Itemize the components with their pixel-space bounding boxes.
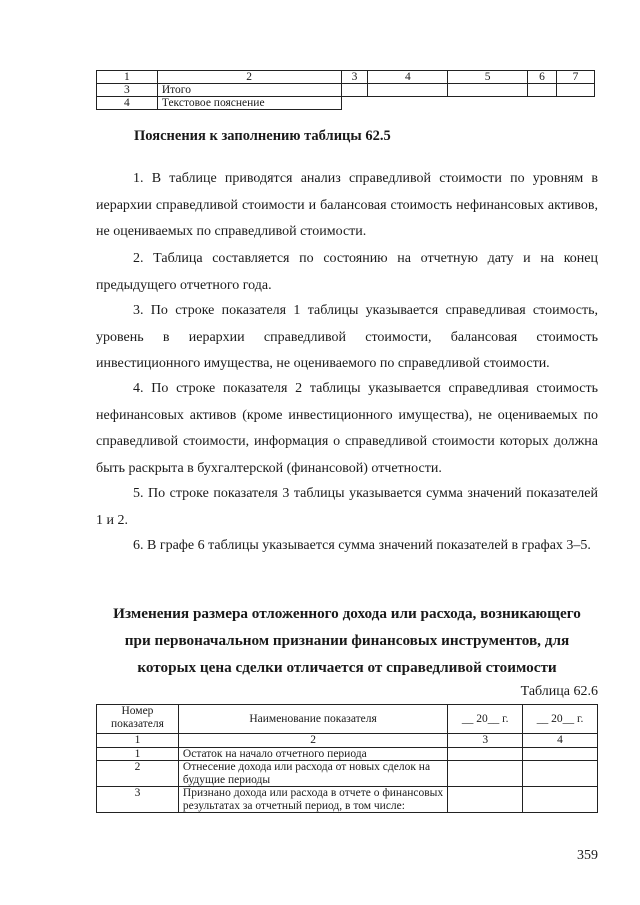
- row-number: 2: [97, 761, 179, 787]
- header-cell: 6: [528, 71, 557, 84]
- section-heading: Пояснения к заполнению таблицы 62.5: [134, 128, 391, 144]
- column-number: 3: [448, 734, 523, 748]
- table-title-line-2: при первоначальном признании финансовых инструментов, для: [124, 632, 570, 649]
- table-title-line-3: которых цена сделки отличается от справедливой стоимости: [137, 659, 557, 676]
- column-number: 4: [523, 734, 598, 748]
- table-62-5-continuation: [96, 70, 595, 110]
- table-header-row: [97, 71, 595, 84]
- header-cell: 2: [157, 71, 341, 84]
- table-row: [97, 787, 598, 813]
- header-cell: 4: [368, 71, 448, 84]
- row-number: 4: [97, 97, 158, 110]
- row-number: 3: [97, 787, 179, 813]
- table-row: [97, 747, 598, 761]
- header-year-1: __ 20__ г.: [448, 705, 523, 734]
- header-cell: 3: [341, 71, 368, 84]
- row-name: Признано дохода или расхода в отчете о финансовых результатах за отчетный период, в том числе:: [178, 787, 447, 813]
- table-row: [97, 761, 598, 787]
- paragraph-6: 6. В графе 6 таблицы указывается сумма значений показателей в графах 3–5.: [133, 538, 591, 553]
- paragraph-1: 1. В таблице приводятся анализ справедливой стоимости по уровням в иерархии справедливой стоимости и балансовая стоимость нефинансовых активов, не оцениваемых по справедливой стоимости.: [96, 171, 598, 239]
- table-row: [97, 84, 595, 97]
- table-62-6: [96, 704, 598, 813]
- header-cell: 7: [557, 71, 595, 84]
- paragraph-4: 4. По строке показателя 2 таблицы указывается справедливая стоимость нефинансовых активов (кроме инвестиционного имущества), не оцениваемых по справедливой стоимости, информация о справедливой стоимости которых должна быть раскрыта в бухгалтерской (финансовой) отчетности.: [96, 381, 598, 476]
- table-title-line-1: Изменения размера отложенного дохода или расхода, возникающего: [113, 605, 581, 622]
- header-number: Номер показателя: [97, 705, 179, 734]
- column-number: 1: [97, 734, 179, 748]
- row-name: Текстовое пояснение: [157, 97, 341, 110]
- paragraph-2: 2. Таблица составляется по состоянию на отчетную дату и на конец предыдущего отчетного года.: [96, 251, 598, 293]
- header-name: Наименование показателя: [178, 705, 447, 734]
- row-name: Итого: [157, 84, 341, 97]
- row-name: Остаток на начало отчетного периода: [178, 747, 447, 761]
- table-row: [97, 97, 595, 110]
- column-numbers-row: [97, 734, 598, 748]
- header-cell: 5: [448, 71, 528, 84]
- row-number: 1: [97, 747, 179, 761]
- paragraph-3: 3. По строке показателя 1 таблицы указывается справедливая стоимость, уровень в иерархии справедливой стоимости, балансовая стоимость инвестиционного имущества, не оцениваемого по справедливой стоимости.: [96, 303, 598, 371]
- row-number: 3: [97, 84, 158, 97]
- paragraph-5: 5. По строке показателя 3 таблицы указывается сумма значений показателей 1 и 2.: [96, 486, 598, 528]
- header-year-2: __ 20__ г.: [523, 705, 598, 734]
- column-number: 2: [178, 734, 447, 748]
- table-label: Таблица 62.6: [520, 684, 598, 699]
- table-header-row: [97, 705, 598, 734]
- header-cell: 1: [97, 71, 158, 84]
- row-name: Отнесение дохода или расхода от новых сделок на будущие периоды: [178, 761, 447, 787]
- page-number: 359: [577, 848, 598, 863]
